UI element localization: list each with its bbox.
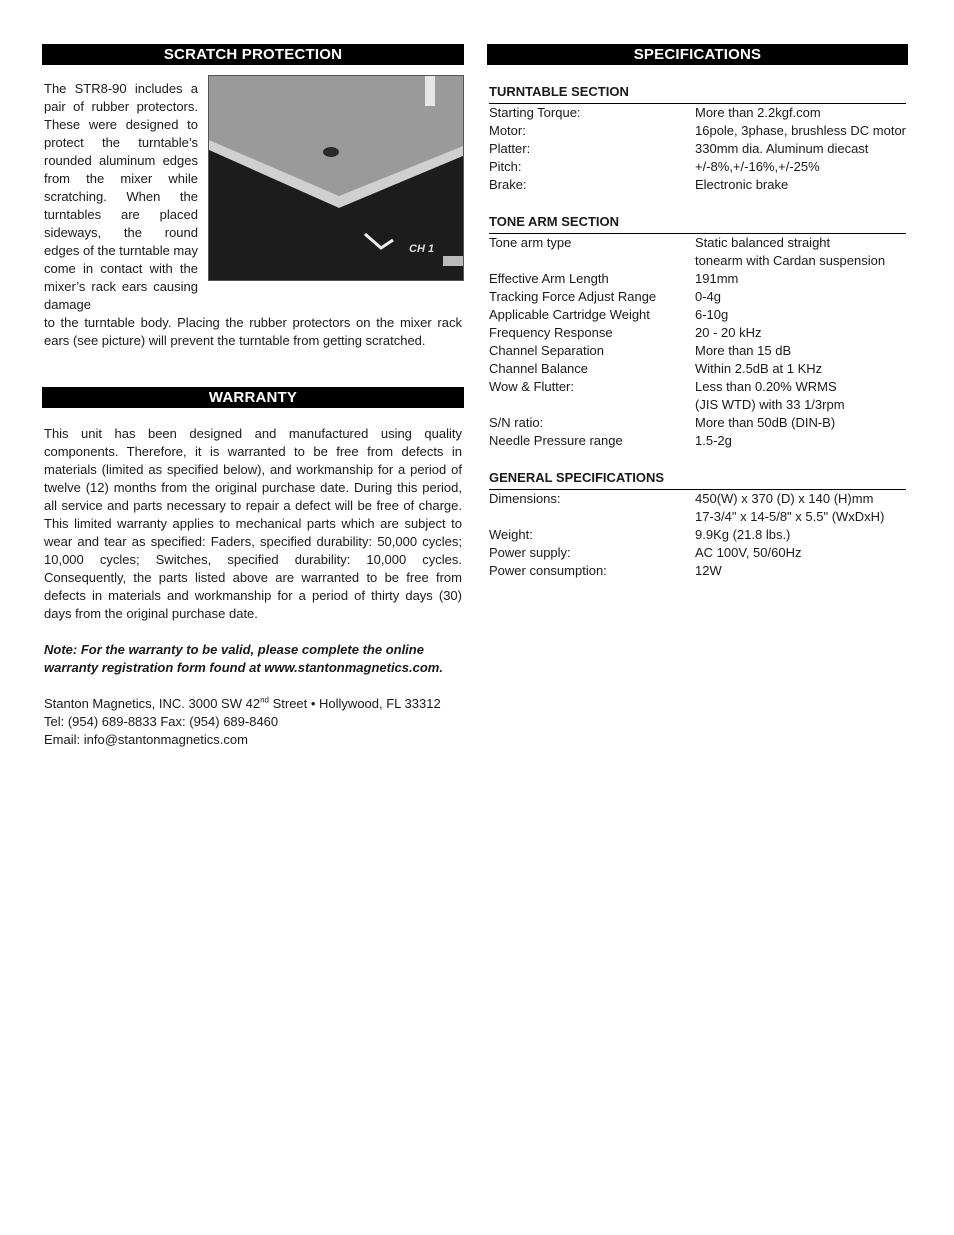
spec-row — [489, 490, 906, 526]
spec-row — [489, 270, 906, 288]
address-line: Stanton Magnetics, INC. 3000 SW 42nd Street • Hollywood, FL 33312 — [44, 695, 441, 711]
warranty-note: Note: For the warranty to be valid, please complete the online warranty registration form found at www.stantonmagnetics.com. — [44, 642, 443, 675]
spec-value — [695, 104, 906, 122]
spec-value — [695, 306, 906, 324]
spec-key: Power consumption: — [489, 563, 607, 578]
left-column — [42, 44, 464, 749]
spec-key: Platter: — [489, 141, 531, 156]
spec-value-line: 20 - 20 kHz — [695, 325, 762, 340]
spec-row — [489, 158, 906, 176]
warranty-heading: WARRANTY — [42, 387, 464, 408]
spec-key: Frequency Response — [489, 325, 613, 340]
spec-rows — [487, 234, 908, 450]
spec-key: Brake: — [489, 177, 527, 192]
spec-value — [695, 176, 906, 194]
spec-row — [489, 122, 906, 140]
turntable-mixer-photo-art — [209, 76, 463, 280]
spec-value — [695, 270, 906, 288]
spec-value-line: (JIS WTD) with 33 1/3rpm — [695, 397, 845, 412]
spec-section — [487, 213, 908, 450]
spec-key: Motor: — [489, 123, 526, 138]
spec-key: Tone arm type — [489, 235, 572, 250]
spec-key: Power supply: — [489, 545, 571, 560]
spec-row — [489, 360, 906, 378]
spec-section-title: TURNTABLE SECTION — [489, 83, 906, 104]
spec-value — [695, 360, 906, 378]
spec-rows — [487, 490, 908, 580]
spec-row — [489, 104, 906, 122]
spec-value — [695, 234, 906, 270]
spec-rows — [487, 104, 908, 194]
spec-value-line: AC 100V, 50/60Hz — [695, 545, 802, 560]
spec-value-line: tonearm with Cardan suspension — [695, 253, 886, 268]
spec-row — [489, 324, 906, 342]
spec-row — [489, 342, 906, 360]
spec-value — [695, 490, 906, 526]
spec-row — [489, 140, 906, 158]
spec-row — [489, 526, 906, 544]
spec-value-line: 0-4g — [695, 289, 722, 304]
spec-row — [489, 306, 906, 324]
spec-value — [695, 324, 906, 342]
spec-value — [695, 414, 906, 432]
spec-value-line: More than 15 dB — [695, 343, 792, 358]
contact-block — [44, 695, 462, 749]
spec-section — [487, 83, 908, 194]
phone-line: Tel: (954) 689-8833 Fax: (954) 689-8460 — [44, 714, 279, 729]
spec-value — [695, 378, 906, 414]
spec-value-line: 450(W) x 370 (D) x 140 (H)mm — [695, 491, 874, 506]
spec-key: Applicable Cartridge Weight — [489, 307, 650, 322]
spec-value-line: 330mm dia. Aluminum diecast — [695, 141, 869, 156]
email-line: Email: info@stantonmagnetics.com — [44, 732, 248, 747]
spec-value-line: 9.9Kg (21.8 lbs.) — [695, 527, 791, 542]
specifications-heading: SPECIFICATIONS — [487, 44, 908, 65]
spec-value-line: 1.5-2g — [695, 433, 732, 448]
spec-section — [487, 469, 908, 580]
rack-ear-photo — [208, 75, 464, 281]
spec-value — [695, 526, 906, 544]
scratch-protection-heading: SCRATCH PROTECTION — [42, 44, 464, 65]
right-column — [487, 44, 908, 580]
spec-key: Channel Balance — [489, 361, 589, 376]
spec-value — [695, 288, 906, 306]
spec-row — [489, 544, 906, 562]
spec-value-line: Less than 0.20% WRMS — [695, 379, 837, 394]
spec-row — [489, 378, 906, 414]
spec-value-line: More than 50dB (DIN-B) — [695, 415, 836, 430]
scratch-protection-body — [42, 80, 464, 350]
spec-value — [695, 432, 906, 450]
spec-key: Starting Torque: — [489, 105, 581, 120]
spec-sections — [487, 83, 908, 580]
spec-value-line: 16pole, 3phase, brushless DC motor — [695, 123, 907, 138]
spec-row — [489, 176, 906, 194]
spec-value-line: More than 2.2kgf.com — [695, 105, 821, 120]
spec-value-line: 12W — [695, 563, 722, 578]
spec-row — [489, 288, 906, 306]
spec-value — [695, 122, 906, 140]
spec-key: S/N ratio: — [489, 415, 544, 430]
spec-section-title: GENERAL SPECIFICATIONS — [489, 469, 906, 490]
scratch-text-wrapped: The STR8-90 includes a pair of rubber protectors. These were designed to protect the turntable’s rounded aluminum edges from the mixer while scratching. When the turntables are placed sideways, the round edges of the turntable may come in contact with the mixer’s rack ears causing damage — [44, 81, 198, 312]
spec-section-title: TONE ARM SECTION — [489, 213, 906, 234]
spec-value — [695, 342, 906, 360]
spec-key: Channel Separation — [489, 343, 604, 358]
spec-row — [489, 562, 906, 580]
scratch-text-full: to the turntable body. Placing the rubber protectors on the mixer rack ears (see picture) will prevent the turntable from getting scratched. — [44, 315, 462, 348]
spec-value — [695, 158, 906, 176]
spec-value-line: 6-10g — [695, 307, 729, 322]
spec-value-line: +/-8%,+/-16%,+/-25% — [695, 159, 820, 174]
spec-key: Needle Pressure range — [489, 433, 623, 448]
warranty-body — [42, 425, 464, 749]
spec-row — [489, 234, 906, 270]
spec-value — [695, 544, 906, 562]
photo-channel-label: CH 1 — [409, 243, 435, 255]
spec-key: Wow & Flutter: — [489, 379, 575, 394]
spec-value — [695, 562, 906, 580]
spec-value-line: Static balanced straight — [695, 235, 831, 250]
spec-row — [489, 432, 906, 450]
warranty-text: This unit has been designed and manufactured using quality components. Therefore, it is warranted to be free from defects in materials (limited as specified below), and workmanship for a period of twelve (12) months from the original purchase date. During this period, all service and parts necessary to repair a defect will be free of charge. This limited warranty applies to mechanical parts which are subject to wear and tear as specified: Faders, specified durability: 50,000 cycles; 10,000 cycles; Switches, specified durability: 10,000 cycles. Consequently, the parts listed above are warranted to be free from defects in materials and workmanship for a period of thirty days (30) days from the original purchase date. — [44, 426, 462, 621]
spec-key: Pitch: — [489, 159, 522, 174]
spec-key: Tracking Force Adjust Range — [489, 289, 657, 304]
spec-key: Effective Arm Length — [489, 271, 609, 286]
spec-value-line: 17-3/4" x 14-5/8" x 5.5" (WxDxH) — [695, 509, 885, 524]
spec-value — [695, 140, 906, 158]
spec-key: Dimensions: — [489, 491, 561, 506]
spec-key: Weight: — [489, 527, 533, 542]
spec-row — [489, 414, 906, 432]
spec-value-line: Electronic brake — [695, 177, 789, 192]
spec-value-line: Within 2.5dB at 1 KHz — [695, 361, 823, 376]
spec-value-line: 191mm — [695, 271, 739, 286]
